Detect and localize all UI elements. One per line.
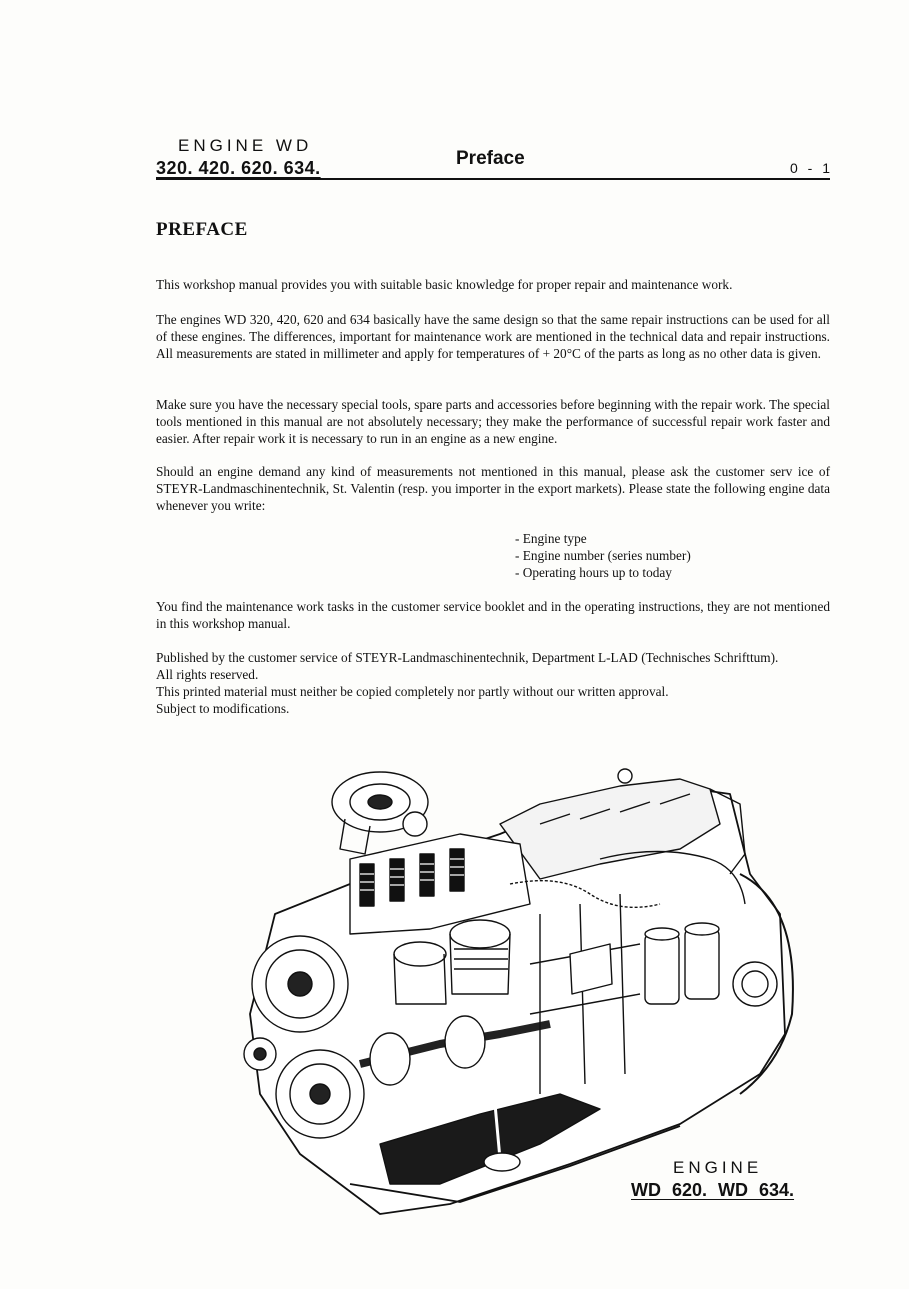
- paragraph-engines: The engines WD 320, 420, 620 and 634 basically have the same design so that the same repair instructions can be used for all of these engines. The differences, important for maintenance work are mentioned in the technical data and repair instructions. All measurements are stated in millimeter and apply for temperatures of + 20°C of the parts as long as no other data is given.: [156, 312, 830, 361]
- publisher-line: This printed material must neither be copied completely nor partly without our written approval.: [156, 684, 669, 699]
- list-item: - Operating hours up to today: [515, 565, 672, 580]
- publisher-line: Published by the customer service of STEYR-Landmaschinentechnik, Department L-LAD (Technisches Schrifttum).: [156, 650, 779, 665]
- publisher-block: [156, 649, 830, 717]
- header-title: Preface: [456, 148, 525, 169]
- illustration-caption-engine: ENGINE: [673, 1158, 763, 1177]
- engine-data-list: [515, 530, 691, 581]
- engine-cutaway-illustration: [240, 764, 800, 1224]
- paragraph-measurements: Should an engine demand any kind of measurements not mentioned in this manual, please ask the customer serv ice of STEYR-Landmaschinentechnik, St. Valentin (resp. you importer in the export markets). Please state the following engine data whenever you write:: [156, 464, 830, 513]
- paragraph-intro: This workshop manual provides you with suitable basic knowledge for proper repair and maintenance work.: [156, 277, 733, 292]
- section-heading: PREFACE: [156, 219, 248, 240]
- page-number: 0 - 1: [790, 160, 834, 176]
- list-item: - Engine number (series number): [515, 548, 691, 563]
- header-models: 320. 420. 620. 634.: [156, 158, 321, 178]
- publisher-line: All rights reserved.: [156, 667, 259, 682]
- illustration-caption-models: WD 620. WD 634.: [631, 1180, 795, 1200]
- turbocharger-icon: [332, 772, 428, 854]
- list-item: - Engine type: [515, 531, 587, 546]
- header-engine-label: ENGINE WD: [178, 136, 313, 155]
- oil-cap-icon: [733, 962, 777, 1006]
- publisher-line: Subject to modifications.: [156, 701, 290, 716]
- header-rule: [156, 178, 830, 180]
- paragraph-tools: Make sure you have the necessary special tools, spare parts and accessories before beginning with the repair work. The special tools mentioned in this manual are not absolutely necessary; they make the performance of successful repair work faster and easier. After repair work it is necessary to run in an engine as a new engine.: [156, 397, 830, 446]
- paragraph-maintenance: You find the maintenance work tasks in the customer service booklet and in the operating instructions, they are not mentioned in this workshop manual.: [156, 599, 830, 631]
